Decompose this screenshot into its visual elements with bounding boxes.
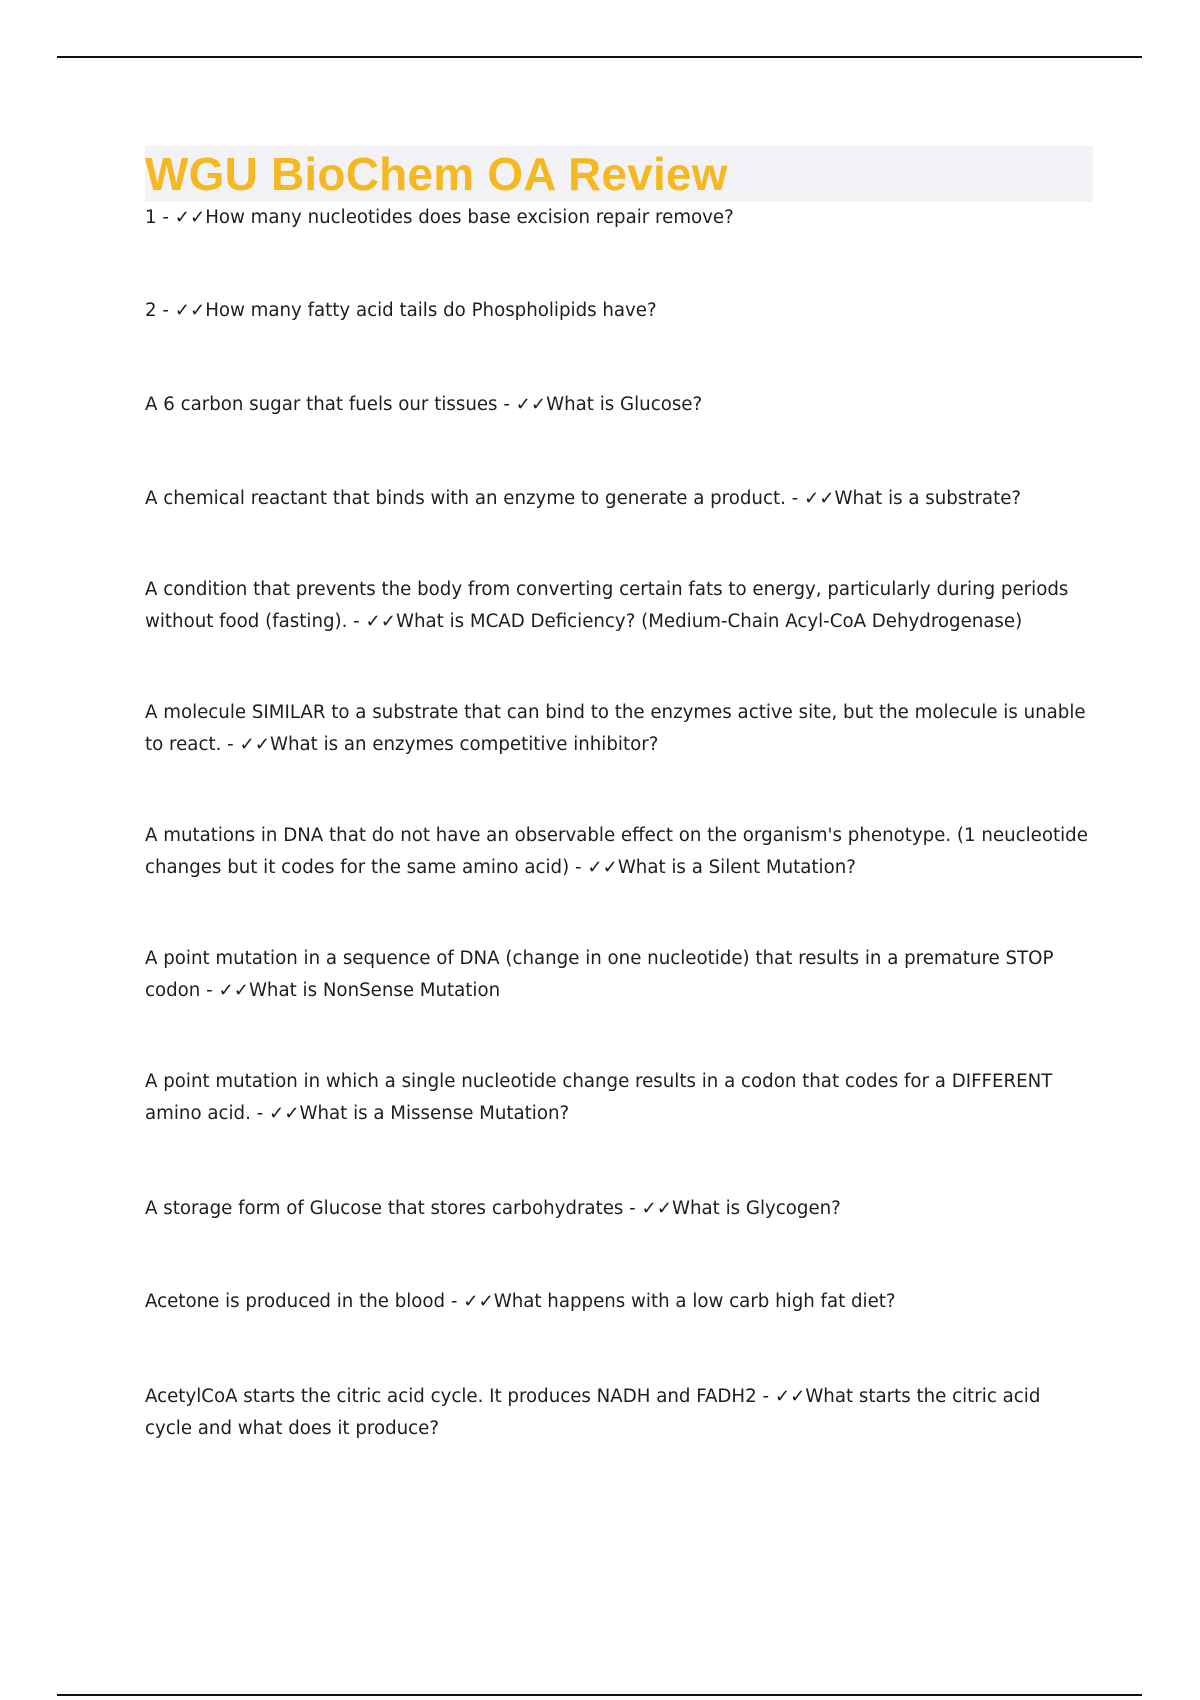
qa-separator: - bbox=[756, 1386, 775, 1407]
qa-question: How many nucleotides does base excision repair remove? bbox=[205, 207, 734, 228]
qa-term: AcetylCoA starts the citric acid cycle. It produces NADH and FADH2 bbox=[145, 1386, 757, 1407]
double-check-icon: ✓✓ bbox=[641, 1198, 672, 1219]
document-title: WGU BioChem OA Review bbox=[145, 148, 728, 200]
qa-term: A mutations in DNA that do not have an observable effect on the organism's phenotype. (1 neucleotide changes but it codes for the same amino acid) bbox=[145, 825, 1088, 878]
double-check-icon: ✓✓ bbox=[587, 857, 618, 878]
qa-question: What is a Silent Mutation? bbox=[617, 857, 856, 878]
double-check-icon: ✓✓ bbox=[774, 1386, 806, 1407]
qa-separator: - bbox=[156, 300, 175, 321]
double-check-icon: ✓✓ bbox=[365, 611, 397, 632]
qa-question: What is an enzymes competitive inhibitor? bbox=[270, 734, 659, 755]
title-band bbox=[145, 146, 1093, 202]
top-rule bbox=[57, 56, 1142, 58]
qa-separator: - bbox=[445, 1291, 464, 1312]
qa-term: A chemical reactant that binds with an enzyme to generate a product. bbox=[145, 488, 786, 509]
qa-question: What is Glucose? bbox=[546, 394, 703, 415]
qa-term: A 6 carbon sugar that fuels our tissues bbox=[145, 394, 498, 415]
qa-separator: - bbox=[623, 1198, 642, 1219]
double-check-icon: ✓✓ bbox=[515, 394, 547, 415]
document-body bbox=[145, 146, 1093, 1439]
double-check-icon: ✓✓ bbox=[174, 207, 206, 228]
qa-question: What starts the citric acid cycle and what does it produce? bbox=[145, 1386, 1041, 1439]
qa-question: What is Glycogen? bbox=[672, 1198, 841, 1219]
qa-item bbox=[145, 389, 1093, 421]
qa-item bbox=[145, 1286, 1093, 1318]
double-check-icon: ✓✓ bbox=[239, 734, 270, 755]
qa-term: Acetone is produced in the blood bbox=[145, 1291, 446, 1312]
double-check-icon: ✓✓ bbox=[174, 300, 206, 321]
qa-question: What is MCAD Deficiency? (Medium-Chain Acyl-CoA Dehydrogenase) bbox=[396, 611, 1023, 632]
qa-item bbox=[145, 943, 1093, 1007]
qa-term: A point mutation in a sequence of DNA (change in one nucleotide) that results in a premature STOP codon bbox=[145, 948, 1054, 1001]
double-check-icon: ✓✓ bbox=[218, 980, 249, 1001]
qa-question: What is NonSense Mutation bbox=[248, 980, 501, 1001]
qa-question: How many fatty acid tails do Phospholipids have? bbox=[205, 300, 657, 321]
qa-separator: - bbox=[156, 207, 175, 228]
qa-term: 1 bbox=[145, 207, 157, 228]
qa-term: A point mutation in which a single nucleotide change results in a codon that codes for a DIFFERENT amino acid. bbox=[145, 1071, 1053, 1124]
qa-item bbox=[145, 483, 1093, 515]
double-check-icon: ✓✓ bbox=[463, 1291, 494, 1312]
qa-separator: - bbox=[347, 611, 366, 632]
qa-separator: - bbox=[497, 394, 516, 415]
qa-item bbox=[145, 295, 1093, 327]
qa-question: What is a substrate? bbox=[834, 488, 1022, 509]
qa-item bbox=[145, 697, 1093, 761]
qa-item bbox=[145, 1193, 1093, 1225]
qa-separator: - bbox=[250, 1103, 270, 1124]
qa-item bbox=[145, 1066, 1093, 1130]
qa-separator: - bbox=[221, 734, 240, 755]
qa-term: A condition that prevents the body from converting certain fats to energy, particularly during periods without food (fasting). bbox=[145, 579, 1069, 632]
qa-item bbox=[145, 1381, 1093, 1445]
qa-term: A storage form of Glucose that stores carbohydrates bbox=[145, 1198, 624, 1219]
bottom-rule bbox=[57, 1694, 1142, 1696]
double-check-icon: ✓✓ bbox=[804, 488, 835, 509]
qa-term: A molecule SIMILAR to a substrate that can bind to the enzymes active site, but the molecule is unable to react. bbox=[145, 702, 1086, 755]
qa-term: 2 bbox=[145, 300, 157, 321]
double-check-icon: ✓✓ bbox=[269, 1103, 300, 1124]
qa-item bbox=[145, 202, 1093, 234]
qa-question: What is a Missense Mutation? bbox=[299, 1103, 570, 1124]
qa-separator: - bbox=[785, 488, 805, 509]
qa-separator: - bbox=[200, 980, 219, 1001]
qa-question: What happens with a low carb high fat diet? bbox=[493, 1291, 896, 1312]
qa-item bbox=[145, 574, 1093, 638]
qa-item bbox=[145, 820, 1093, 884]
qa-separator: - bbox=[569, 857, 588, 878]
